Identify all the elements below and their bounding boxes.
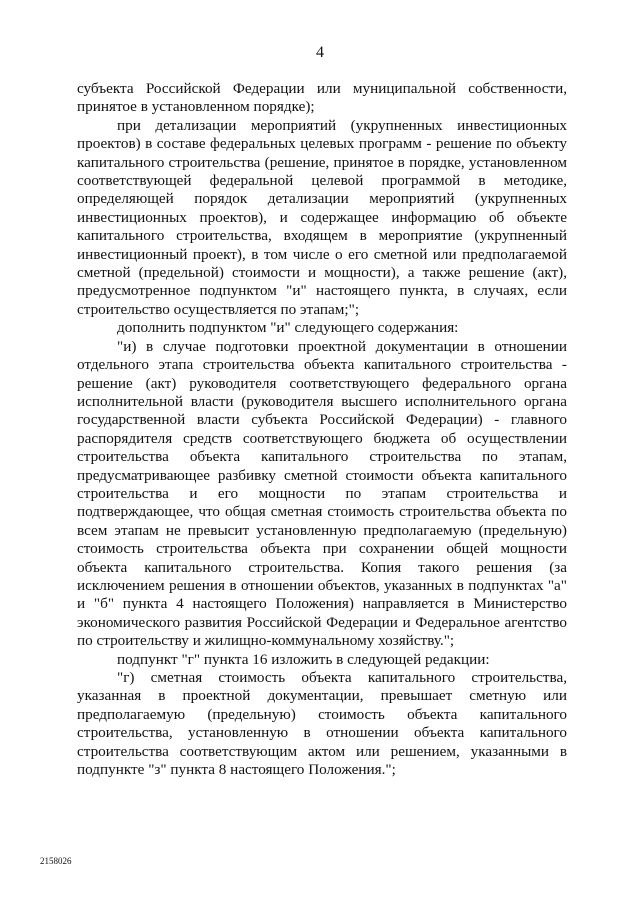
paragraph: субъекта Российской Федерации или муниципальной собственности, принятое в установленном порядке);: [77, 80, 567, 116]
paragraph: подпункт "г" пункта 16 изложить в следующей редакции:: [117, 650, 490, 668]
paragraph: "и) в случае подготовки проектной документации в отношении отдельного этапа строительства объекта капитального строительства - решение (акт) руководителя соответствующего федерального органа исполнительной власти (руководителя высшего исполнительного органа государственной власти субъекта Российской Федерации) - главного распорядителя средств соответствующего бюджета об осуществлении строительства объекта капитального строительства по этапам, предусматривающее разбивку сметной стоимости объекта капитального строительства и его мощности по этапам строительства и подтверждающее, что общая сметная стоимость строительства объекта по всем этапам не превысит установленную предполагаемую (предельную) стоимость строительства объекта при сохранении общей мощности объекта капитального строительства. Копия такого решения (за исключением решения в отношении объектов, указанных в подпунктах "а" и "б" пункта 4 настоящего Положения) направляется в Министерство экономического развития Российской Федерации и Федеральное агентство по строительству и жилищно-коммунальному хозяйству.";: [77, 337, 567, 650]
paragraph: "г) сметная стоимость объекта капитального строительства, указанная в проектной документации, превышает сметную или предполагаемую (предельную) стоимость объекта капитального строительства, установленную в отношении объекта капитального строительства соответствующим актом или решением, указанными в подпункте "з" пункта 8 настоящего Положения.";: [77, 669, 567, 779]
paragraph: дополнить подпунктом "и" следующего содержания:: [117, 319, 459, 337]
paragraph: при детализации мероприятий (укрупненных инвестиционных проектов) в составе федеральных целевых программ - решение по объекту капитального строительства (решение, принятое в порядке, установленном соответствующей федеральной целевой программой в методике, определяющей порядок детализации мероприятий (укрупненных инвестиционных проектов), и содержащее информацию об объекте капитального строительства, входящем в мероприятие (укрупненный инвестиционный проект), в том числе о его сметной или предполагаемой сметной (предельной) стоимости и мощности), а также решение (акт), предусмотренное подпунктом "и" настоящего пункта, в случаях, если строительство осуществляется по этапам;";: [77, 116, 567, 318]
document-body: [77, 80, 567, 779]
document-code: 2158026: [40, 856, 72, 866]
page-number: 4: [316, 44, 324, 61]
